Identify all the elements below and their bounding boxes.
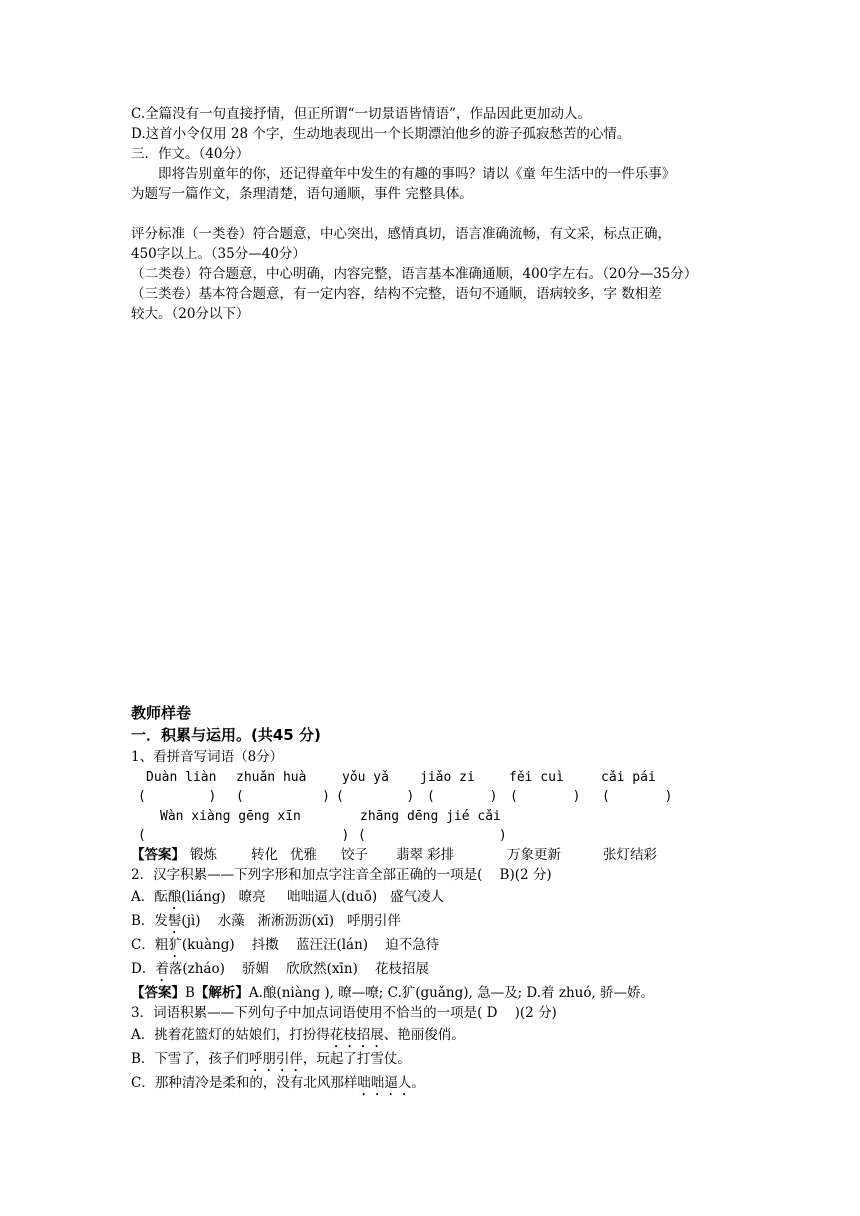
question-3: 3．词语积累——下列句子中加点词语使用不恰当的一项是( D )(2 分) [131,1005,557,1021]
option-c: C.全篇没有一句直接抒情，但正所谓“一切景语皆情语”，作品因此更加动人。 [131,106,591,122]
grading-class-3: （三类卷）基本符合题意，有一定内容，结构不完整，语句不通顺，语病较多，字 数相差 [131,286,662,302]
option-d: D.这首小令仅用 28 个字，生动地表现出一个长期漂泊他乡的游子孤寂愁苦的心情。 [131,126,631,142]
answer-bracket: ( ) [427,789,498,804]
question-2-option-c: C．粗犷(kuàng) 抖擞 蓝汪汪(lán) 迫不急待 [131,937,440,953]
essay-prompt-line-2: 为题写一篇作文，条理清楚，语句通顺，事件 完整具体。 [131,186,473,202]
essay-prompt-line-1: 即将告别童年的你，还记得童年中发生的有趣的事吗？请以《童 年生活中的一件乐事》 [158,166,676,182]
answer-bracket: ( ) [336,789,415,804]
answer-word: 锻炼 [190,847,217,863]
question-3-option-b: B．下雪了，孩子们呼朋引伴，玩起了打雪仗。 [131,1051,411,1067]
section-1-heading: 一．积累与运用。(共45 分) [131,726,321,744]
question-2-option-d: D．着落(zháo) 骄媚 欣欣然(xīn) 花枝招展 [131,961,429,977]
pinyin-item: Wàn xiàng gēng xīn [160,809,301,824]
answer-2: 【答案】B【解析】A.酿(niàng ), 暸—嘹; C.犷(guǎng), 急—及; D.着 zhuó, 骄—娇。 [131,985,655,1001]
question-2-option-b: B．发髻(jì) 水藻 淅淅沥沥(xī) 呼朋引伴 [131,913,401,929]
answer-word: 转化 [251,847,278,863]
answer-bracket: ( ) [602,789,673,804]
grading-class-2: （二类卷）符合题意，中心明确，内容完整，语言基本准确通顺，400字左右。（20分—35分） [131,266,698,282]
answer-word: 张灯结彩 [603,847,657,863]
answer-word: 万象更新 [507,847,561,863]
answer-bracket: ( ) [138,789,217,804]
answer-1-label: 【答案】 [131,847,185,863]
grading-class-3-cont: 较大。（20分以下） [131,306,250,322]
pinyin-item: yǒu yǎ [342,770,389,785]
grading-class-1: 评分标准（一类卷）符合题意，中心突出，感情真切，语言准确流畅，有文采，标点正确， [131,226,671,242]
question-3-option-a: A．挑着花篮灯的姑娘们，打扮得花枝招展、艳丽俊俏。 [131,1027,465,1043]
question-1: 1、看拼音写词语（8分） [131,749,284,765]
answer-bracket: ( ) [236,789,330,804]
question-3-option-c: C．那种清冷是柔和的，没有北风那样咄咄逼人。 [131,1075,425,1091]
pinyin-item: cǎi pái [601,770,656,785]
answer-bracket: ( ) [358,828,507,843]
teacher-sample-title: 教师样卷 [131,704,192,722]
answer-word: 翡翠 彩排 [396,847,455,863]
pinyin-item: jiǎo zi [420,770,475,785]
pinyin-item: zhuǎn huà [236,770,307,785]
answer-bracket: ( ) [510,789,581,804]
question-2-option-a: A．酝酿(liáng) 暸亮 咄咄逼人(duō) 盛气凌人 [131,889,445,905]
grading-class-1-cont: 450字以上。（35分—40分） [131,246,306,262]
section-3-heading: 三．作文。（40分） [131,146,250,162]
answer-word: 优雅 [290,847,317,863]
question-2: 2．汉字积累——下列字形和加点字注音全部正确的一项是( B)(2 分) [131,867,552,883]
pinyin-item: Duàn liàn [146,770,217,785]
pinyin-item: fěi cuì [509,770,564,785]
answer-bracket: ( ) [138,828,350,843]
pinyin-item: zhāng dēng jié cǎi [360,809,501,824]
answer-word: 饺子 [341,847,368,863]
